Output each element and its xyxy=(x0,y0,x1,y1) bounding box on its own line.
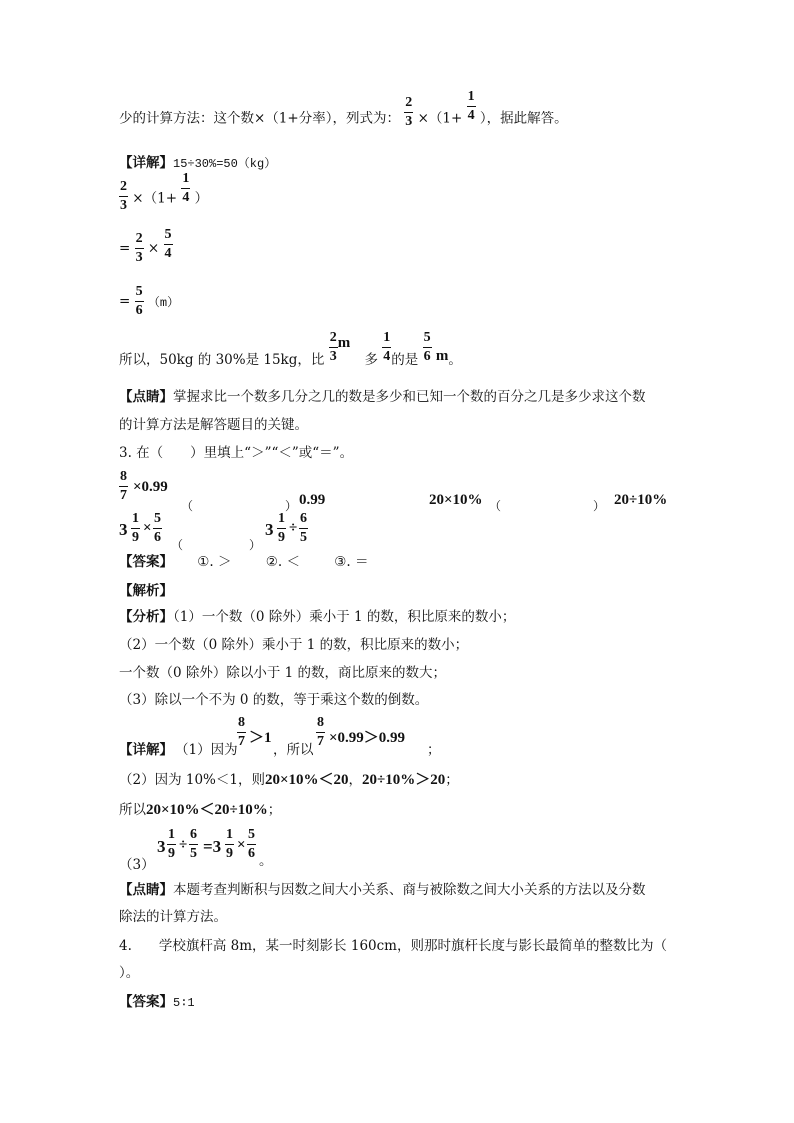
blank-left-paren[interactable]: （ xyxy=(181,499,194,513)
answer-label: 【答案】 xyxy=(119,994,173,1010)
q3-row-2 xyxy=(119,512,679,552)
equals-sign: = xyxy=(119,293,131,310)
times-sign: × xyxy=(237,837,246,853)
tip-line-1 xyxy=(119,385,646,405)
divide-sign: ÷ xyxy=(289,520,298,536)
detail-2-expr-1: 20×10%＜20 xyxy=(264,772,349,788)
q4-answer-line xyxy=(119,990,195,1010)
fraction-one-fourth: $\frac{1}{4}$ xyxy=(467,89,475,123)
answer-line xyxy=(119,550,368,570)
detail-4 xyxy=(119,827,319,871)
detail-2 xyxy=(119,768,459,789)
line-formula-intro xyxy=(119,89,568,133)
tip-label: 【点睛】 xyxy=(119,882,173,898)
tip2-line-1 xyxy=(119,878,646,898)
analysis-line-4: （3）除以一个不为 0 的数，等于乘这个数的倒数。 xyxy=(119,692,429,708)
analysis-line-3: 一个数（0 除外）除以小于 1 的数，商比原来的数大； xyxy=(119,665,447,681)
fraction-six-fifths: $\frac{6}{5}$ xyxy=(190,827,197,861)
expr-2: 20×10% xyxy=(429,492,483,508)
unit-text: （m） xyxy=(147,296,180,310)
fraction-one-fourth: $\frac{1}{4}$ xyxy=(182,171,190,205)
close-paren: ） xyxy=(194,190,209,207)
fraction-eight-sevenths: $\frac{8}{7}$ xyxy=(238,715,245,749)
blank-left-paren-2[interactable]: （ xyxy=(489,499,502,513)
tip2-text: 本题考查判断积与因数之间大小关系、商与被除数之间大小关系的方法以及分数 xyxy=(173,882,646,898)
period: 。 xyxy=(448,352,462,368)
fraction-two-thirds: $\frac{2}{3}$ xyxy=(120,179,127,213)
fraction-two-thirds: $\frac{2}{3}$ xyxy=(405,95,413,129)
is-text: 的是 xyxy=(391,352,419,368)
expr-1: ×0.99 xyxy=(133,479,168,495)
fraction-one-ninth-2: $\frac{1}{9}$ xyxy=(278,511,285,545)
times-text: ×（1+ xyxy=(132,190,178,207)
fraction-five-sixths: $\frac{5}{6}$ xyxy=(135,284,143,318)
detail-2-expr-2: 20÷10%＞20 xyxy=(362,772,446,788)
analysis-text: （1）一个数（0 除外）乘小于 1 的数，积比原来的数小； xyxy=(173,609,516,625)
comma: ， xyxy=(348,772,363,788)
so-text: 所以，50kg 的 30%是 15kg，比 xyxy=(119,352,325,368)
detail-line xyxy=(119,151,276,171)
q4-answer: 5∶1 xyxy=(173,996,195,1010)
fraction-five-sixths: $\frac{5}{6}$ xyxy=(154,511,161,545)
fraction-six-fifths: $\frac{6}{5}$ xyxy=(300,511,307,545)
fraction-five-sixths: $\frac{5}{6}$ xyxy=(423,330,431,364)
answer-1: ①. ＞ xyxy=(197,554,232,570)
step-2 xyxy=(119,227,173,265)
tip2-line-2: 除法的计算方法。 xyxy=(119,909,227,925)
blank-right-paren-3[interactable]: ） xyxy=(249,538,262,552)
times-sign: × xyxy=(147,240,160,257)
more-text: 多 xyxy=(364,352,378,368)
detail-label: 【详解】 xyxy=(119,742,173,758)
step-3 xyxy=(119,285,179,318)
so-line xyxy=(119,330,462,368)
whole-4: 3 xyxy=(265,520,274,539)
analysis-label: 【解析】 xyxy=(119,583,173,599)
times-text: ×（1+ xyxy=(417,110,463,127)
detail-1-expr: ×0.99＞0.99 xyxy=(329,730,406,746)
semicolon: ； xyxy=(267,802,282,818)
blank-right-paren[interactable]: ） xyxy=(285,499,298,513)
gt-one: ＞1 xyxy=(249,730,272,746)
period: 。 xyxy=(259,853,273,869)
rhs-2: 20÷10% xyxy=(614,492,668,508)
detail-1-pre: （1）因为 xyxy=(175,742,238,758)
question-3: 3. 在（ ）里填上“＞”“＜”或“＝”。 xyxy=(119,445,354,461)
detail-4-pre: （3） xyxy=(119,857,155,873)
tip-line-2: 的计算方法是解答题目的关键。 xyxy=(119,417,308,433)
blank-left-paren-3[interactable]: （ xyxy=(171,538,184,552)
answer-label: 【答案】 xyxy=(119,554,173,570)
detail-3 xyxy=(119,798,281,819)
times-sign: × xyxy=(143,520,152,536)
tip-text: 掌握求比一个数多几分之几的数是多少和已知一个数的百分之几是多少求这个数 xyxy=(173,389,646,405)
fraction-eight-sevenths-2: $\frac{8}{7}$ xyxy=(317,715,324,749)
detail-label: 【详解】 xyxy=(119,155,173,171)
tail-text: ），据此解答。 xyxy=(479,110,568,127)
answer-3: ③. ＝ xyxy=(334,554,369,570)
unit-m: m xyxy=(435,348,449,364)
detail-1-mid: ，所以 xyxy=(273,742,314,758)
step-1 xyxy=(119,171,209,213)
unit-m: m xyxy=(337,335,351,351)
whole-3: 3 xyxy=(157,837,166,856)
question-4-line-2: ）。 xyxy=(119,965,140,981)
analysis-sub-label: 【分析】 xyxy=(119,609,173,625)
equals-three: =3 xyxy=(203,837,222,856)
fraction-eight-sevenths: $\frac{8}{7}$ xyxy=(120,469,127,503)
fraction-five-sixths: $\frac{5}{6}$ xyxy=(248,827,255,861)
question-4-line-1: 4. 学校旗杆高 8m，某一时刻影长 160cm，则那时旗杆长度与影长最简单的整数比为（ xyxy=(119,938,667,954)
detail-1 xyxy=(119,716,439,760)
detail-2-pre: （2）因为 10%＜1，则 xyxy=(119,772,265,788)
detail-3-expr: 20×10%＜20÷10% xyxy=(146,802,268,818)
intro-text: 少的计算方法：这个数×（1+分率），列式为： xyxy=(119,110,400,127)
fraction-one-ninth-2: $\frac{1}{9}$ xyxy=(226,827,233,861)
semicolon: ； xyxy=(427,742,441,758)
whole-3: 3 xyxy=(119,520,128,539)
detail-3-pre: 所以 xyxy=(119,802,146,818)
fraction-two-thirds: $\frac{2}{3}$ xyxy=(135,231,143,265)
detail-calc: 15÷30%=50（kg） xyxy=(173,157,277,171)
analysis-line-2: （2）一个数（0 除外）乘小于 1 的数，积比原来的数小； xyxy=(119,637,469,653)
q3-row-1 xyxy=(119,469,679,513)
analysis-line-1 xyxy=(119,605,515,625)
blank-right-paren-2[interactable]: ） xyxy=(593,499,606,513)
semicolon: ； xyxy=(445,772,459,788)
fraction-one-ninth: $\frac{1}{9}$ xyxy=(168,827,175,861)
fraction-one-fourth: $\frac{1}{4}$ xyxy=(383,330,391,364)
answer-2: ②. ＜ xyxy=(265,554,300,570)
tip-label: 【点睛】 xyxy=(119,389,173,405)
rhs-1: 0.99 xyxy=(299,492,326,508)
fraction-one-ninth: $\frac{1}{9}$ xyxy=(132,511,139,545)
divide-sign: ÷ xyxy=(179,837,188,853)
equals-sign: = xyxy=(119,240,131,257)
fraction-two-thirds: $\frac{2}{3}$ xyxy=(329,330,337,364)
fraction-five-fourths: $\frac{5}{4}$ xyxy=(164,227,172,261)
